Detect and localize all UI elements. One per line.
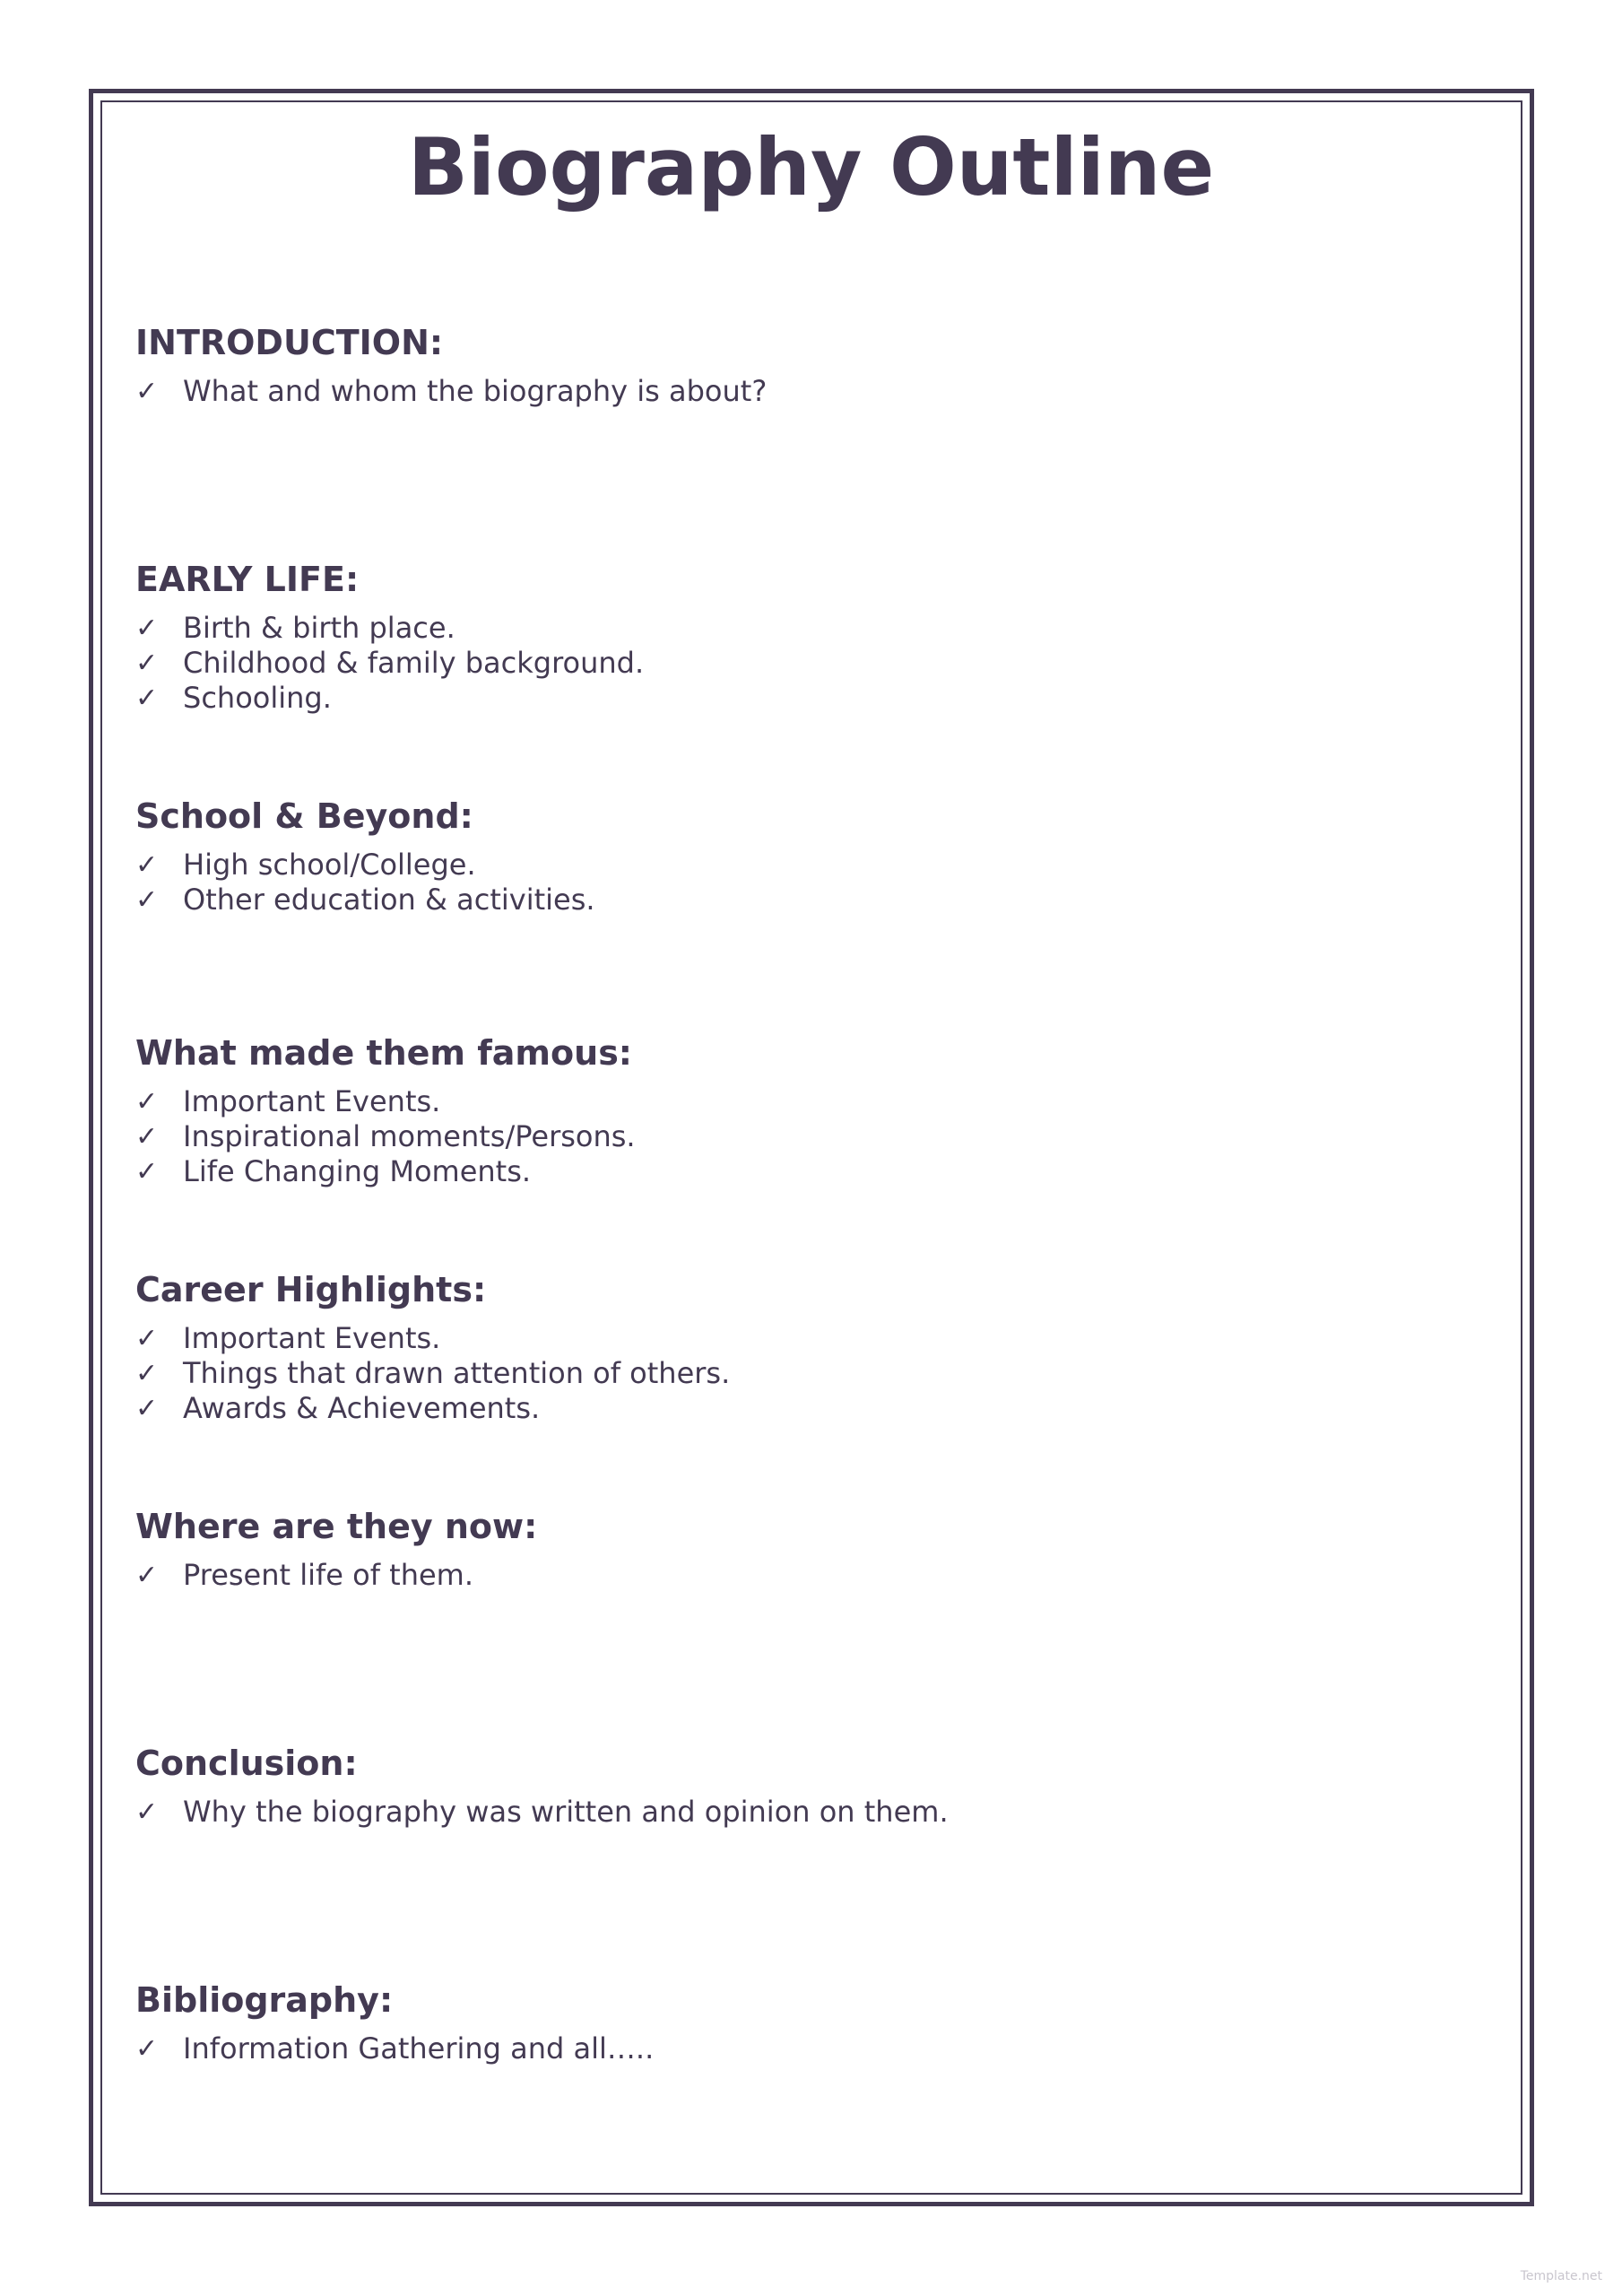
check-icon: ✓ bbox=[135, 884, 159, 916]
list-item-text: Inspirational moments/Persons. bbox=[183, 1119, 636, 1153]
check-icon: ✓ bbox=[135, 1393, 159, 1424]
section-heading: School & Beyond: bbox=[135, 796, 473, 836]
check-icon: ✓ bbox=[135, 683, 159, 714]
list-item bbox=[135, 1154, 1480, 1189]
section-school-beyond bbox=[135, 794, 1480, 918]
checklist bbox=[135, 848, 1480, 918]
check-icon: ✓ bbox=[135, 1086, 159, 1118]
check-icon: ✓ bbox=[135, 648, 159, 679]
section-heading: Career Highlights: bbox=[135, 1270, 487, 1309]
list-item bbox=[135, 1321, 1480, 1356]
section-early-life bbox=[135, 557, 1480, 716]
list-item bbox=[135, 883, 1480, 918]
list-item bbox=[135, 1391, 1480, 1426]
list-item bbox=[135, 1119, 1480, 1154]
checklist bbox=[135, 1795, 1480, 1830]
list-item bbox=[135, 374, 1480, 409]
check-icon: ✓ bbox=[135, 2033, 159, 2065]
list-item-text: Birth & birth place. bbox=[183, 611, 455, 645]
list-item-text: Life Changing Moments. bbox=[183, 1154, 532, 1188]
list-item bbox=[135, 1356, 1480, 1391]
check-icon: ✓ bbox=[135, 1323, 159, 1354]
list-item-text: Information Gathering and all….. bbox=[183, 2031, 655, 2066]
list-item bbox=[135, 1795, 1480, 1830]
section-where-are-they-now bbox=[135, 1504, 1480, 1593]
list-item-text: Present life of them. bbox=[183, 1558, 474, 1592]
check-icon: ✓ bbox=[135, 613, 159, 644]
list-item bbox=[135, 646, 1480, 681]
list-item bbox=[135, 611, 1480, 646]
checklist bbox=[135, 374, 1480, 409]
section-heading: Where are they now: bbox=[135, 1507, 538, 1546]
section-what-made-them-famous bbox=[135, 1031, 1480, 1189]
section-conclusion bbox=[135, 1741, 1480, 1830]
section-heading: Bibliography: bbox=[135, 1980, 394, 2020]
section-bibliography bbox=[135, 1978, 1480, 2066]
list-item-text: What and whom the biography is about? bbox=[183, 374, 768, 408]
check-icon: ✓ bbox=[135, 376, 159, 407]
section-career-highlights bbox=[135, 1267, 1480, 1426]
checklist bbox=[135, 1558, 1480, 1593]
page-title: Biography Outline bbox=[407, 121, 1215, 213]
list-item bbox=[135, 681, 1480, 716]
check-icon: ✓ bbox=[135, 1121, 159, 1152]
checklist bbox=[135, 1084, 1480, 1189]
section-heading: EARLY LIFE: bbox=[135, 560, 360, 599]
list-item bbox=[135, 1084, 1480, 1119]
list-item-text: Things that drawn attention of others. bbox=[183, 1356, 731, 1390]
section-heading: INTRODUCTION: bbox=[135, 323, 444, 362]
list-item bbox=[135, 1558, 1480, 1593]
list-item bbox=[135, 848, 1480, 883]
list-item-text: Awards & Achievements. bbox=[183, 1391, 541, 1425]
list-item-text: Why the biography was written and opinion on them. bbox=[183, 1795, 949, 1829]
section-heading: Conclusion: bbox=[135, 1744, 358, 1783]
section-heading: What made them famous: bbox=[135, 1033, 633, 1073]
checklist bbox=[135, 611, 1480, 716]
checklist bbox=[135, 2031, 1480, 2066]
checklist bbox=[135, 1321, 1480, 1426]
list-item bbox=[135, 2031, 1480, 2066]
list-item-text: Important Events. bbox=[183, 1321, 441, 1355]
check-icon: ✓ bbox=[135, 849, 159, 881]
watermark: Template.net bbox=[1520, 2269, 1602, 2283]
check-icon: ✓ bbox=[135, 1156, 159, 1187]
check-icon: ✓ bbox=[135, 1796, 159, 1828]
list-item-text: Childhood & family background. bbox=[183, 646, 645, 680]
list-item-text: Important Events. bbox=[183, 1084, 441, 1118]
list-item-text: Schooling. bbox=[183, 681, 332, 715]
check-icon: ✓ bbox=[135, 1358, 159, 1389]
list-item-text: Other education & activities. bbox=[183, 883, 595, 917]
check-icon: ✓ bbox=[135, 1560, 159, 1591]
list-item-text: High school/College. bbox=[183, 848, 476, 882]
section-introduction bbox=[135, 320, 1480, 409]
